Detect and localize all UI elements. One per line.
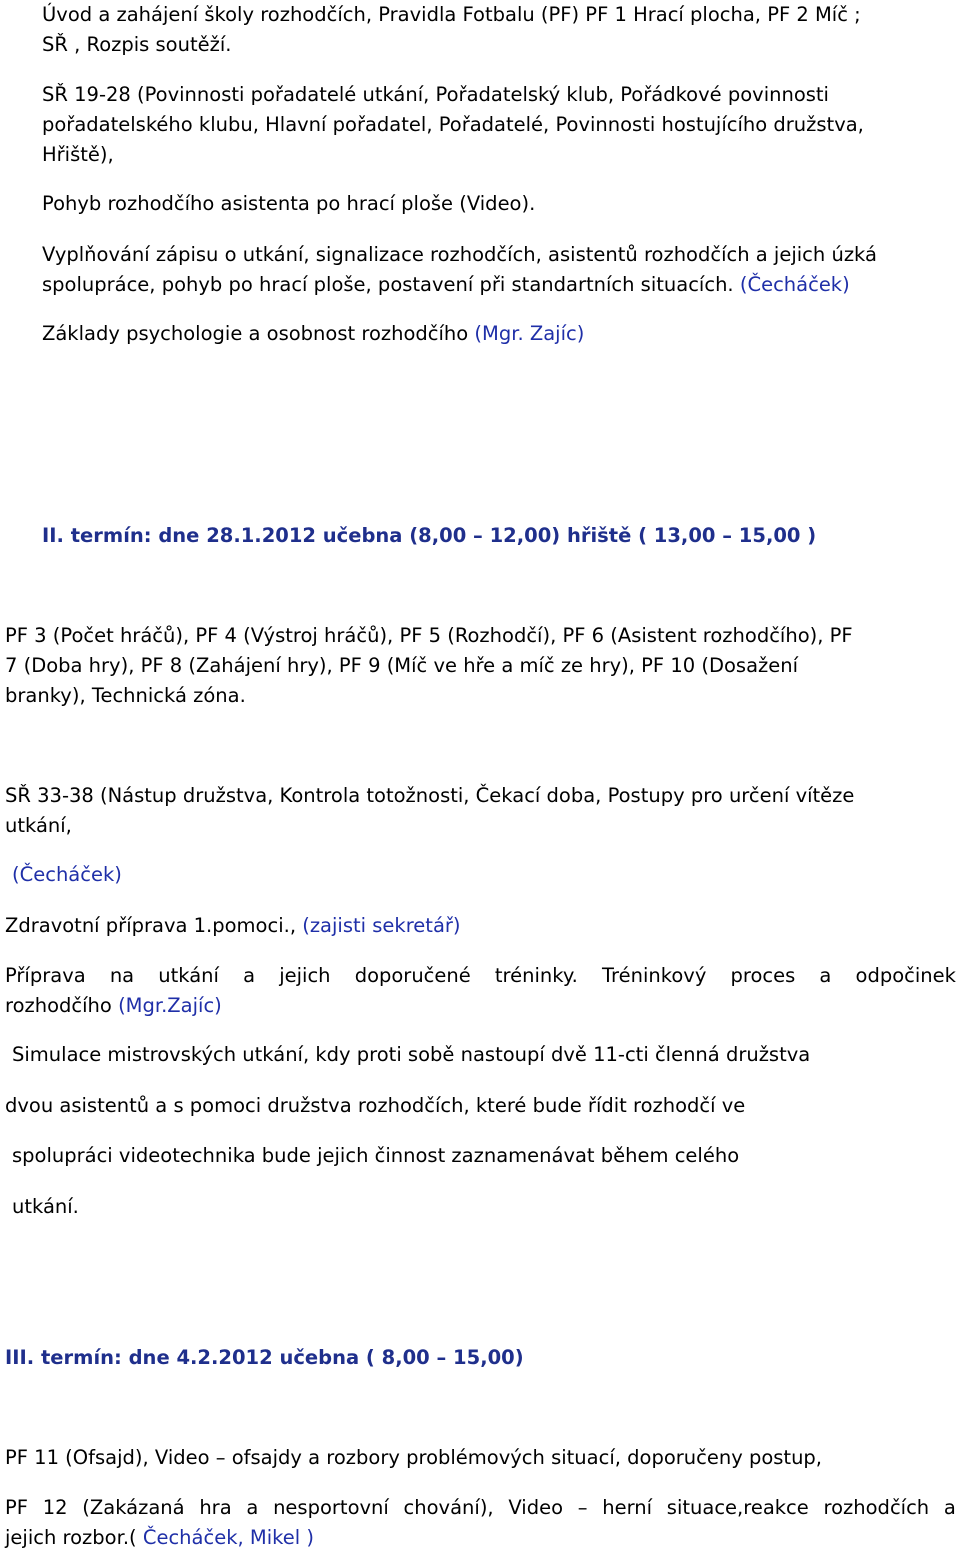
zapis-line-2-text: spolupráce, pohyb po hrací ploše, postavení při standartních situacích. [42, 273, 734, 296]
word: chování), [403, 1496, 494, 1519]
pf-block-line-1: PF 3 (Počet hráčů), PF 4 (Výstroj hráčů), PF 5 (Rozhodčí), PF 6 (Asistent rozhodčího), PF [5, 624, 853, 647]
simulace-line-2: dvou asistentů a s pomoci družstva rozhodčích, které bude řídit rozhodčí ve [5, 1094, 746, 1117]
priprava-line-2-text: rozhodčího [5, 994, 112, 1017]
word: Tréninkový [601, 964, 707, 987]
video-line: Pohyb rozhodčího asistenta po hrací ploše (Video). [42, 192, 536, 215]
priprava-line-2 [5, 994, 222, 1018]
intro-line-2: SŘ , Rozpis soutěží. [42, 33, 232, 56]
pf-12-line-2 [5, 1526, 314, 1550]
word: – [577, 1496, 588, 1519]
word: proces [730, 964, 796, 987]
word: 12 [42, 1496, 68, 1519]
word: (Zakázaná [82, 1496, 185, 1519]
intro-line-1: Úvod a zahájení školy rozhodčích, Pravidla Fotbalu (PF) PF 1 Hrací plocha, PF 2 Míč ; [42, 3, 861, 26]
priprava-line-1 [5, 964, 956, 988]
word: doporučené [354, 964, 471, 987]
word: utkání [158, 964, 219, 987]
pf-block-line-2: 7 (Doba hry), PF 8 (Zahájení hry), PF 9 (Míč ve hře a míč ze hry), PF 10 (Dosažení [5, 654, 799, 677]
word: a [943, 1496, 956, 1519]
term-2-heading: II. termín: dne 28.1.2012 učebna (8,00 – 12,00) hřiště ( 13,00 – 15,00 ) [42, 524, 817, 547]
psychology-line [42, 322, 584, 346]
sr-19-28-line-3: Hřiště), [42, 143, 114, 166]
word: jejich [279, 964, 331, 987]
lecturer-names: Čecháček, Mikel ) [142, 1526, 314, 1549]
word: hra [199, 1496, 232, 1519]
word: rozhodčích [823, 1496, 930, 1519]
pf-12-line-2-text: jejich rozbor.( [5, 1526, 137, 1549]
word: a [243, 964, 256, 987]
zapis-line-1: Vyplňování zápisu o utkání, signalizace rozhodčích, asistentů rozhodčích a jejich úzká [42, 243, 877, 266]
zapis-line-2 [42, 273, 850, 297]
word: tréninky. [494, 964, 578, 987]
term-3-heading: III. termín: dne 4.2.2012 učebna ( 8,00 – 15,00) [5, 1346, 524, 1369]
sr-19-28-line-1: SŘ 19-28 (Povinnosti pořadatelé utkání, Pořadatelský klub, Pořádkové povinnosti [42, 83, 829, 106]
psychology-text: Základy psychologie a osobnost rozhodčího [42, 322, 469, 345]
zdravotni-note: (zajisti sekretář) [302, 914, 461, 937]
word: Příprava [5, 964, 86, 987]
word: odpočinek [855, 964, 956, 987]
sr-19-28-line-2: pořadatelského klubu, Hlavní pořadatel, Pořadatelé, Povinnosti hostujícího družstva, [42, 113, 864, 136]
word: Video [508, 1496, 564, 1519]
lecturer-name: (Čecháček) [12, 863, 122, 886]
pf-12-line-1 [5, 1496, 956, 1520]
word: situace,reakce [666, 1496, 809, 1519]
sr-33-38-line-1: SŘ 33-38 (Nástup družstva, Kontrola totožnosti, Čekací doba, Postupy pro určení vítěze [5, 784, 855, 807]
simulace-line-1: Simulace mistrovských utkání, kdy proti sobě nastoupí dvě 11-cti členná družstva [12, 1043, 811, 1066]
lecturer-name: (Mgr. Zajíc) [474, 322, 585, 345]
word: PF [5, 1496, 28, 1519]
pf-11-line: PF 11 (Ofsajd), Video – ofsajdy a rozbory problémových situací, doporučeny postup, [5, 1446, 823, 1469]
simulace-line-4: utkání. [12, 1195, 79, 1218]
word: a [246, 1496, 259, 1519]
simulace-line-3: spolupráci videotechnika bude jejich činnost zaznamenávat během celého [12, 1144, 740, 1167]
word: na [109, 964, 135, 987]
word: herní [602, 1496, 653, 1519]
zdravotni-line [5, 914, 461, 938]
lecturer-name: (Mgr.Zajíc) [118, 994, 222, 1017]
pf-block-line-3: branky), Technická zóna. [5, 684, 246, 707]
word: nesportovní [273, 1496, 389, 1519]
zdravotni-text: Zdravotní příprava 1.pomoci., [5, 914, 297, 937]
word: a [819, 964, 832, 987]
lecturer-name: (Čecháček) [739, 273, 850, 296]
sr-33-38-line-2: utkání, [5, 814, 72, 837]
